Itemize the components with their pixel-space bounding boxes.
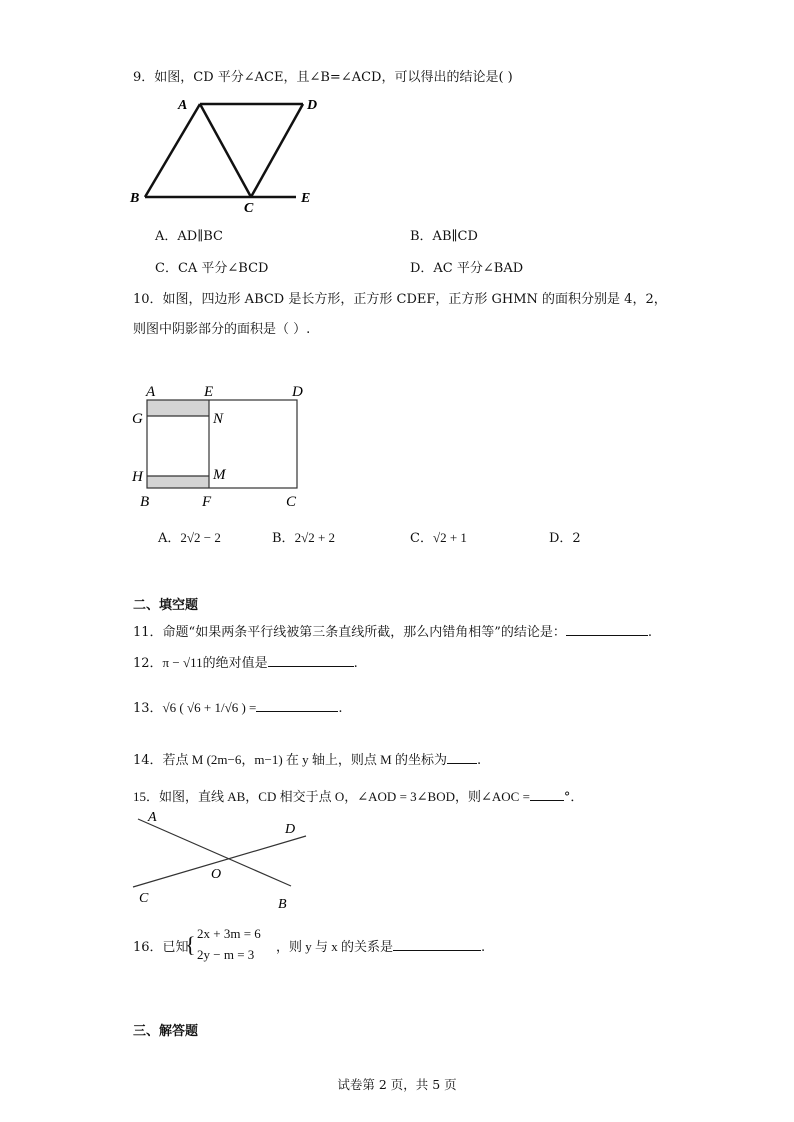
q10-label-f: F [202,494,212,510]
section-2-heading: 二、填空题 [133,598,199,613]
q9-label-c: C [244,201,254,216]
q9-figure [128,94,328,214]
q11-text: 11．命题“如果两条平行线被第三条直线所截，那么内错角相等”的结论是： [133,625,566,640]
q9-option-d[interactable]: D．AC 平分∠BAD [410,261,524,276]
q16-tail: ，则 y 与 x 的关系是 [276,939,394,954]
q15-label-a: A [148,810,157,825]
q10-label-e: E [204,384,214,400]
q14-answer-blank[interactable] [447,751,477,764]
q11-answer-blank[interactable] [566,623,648,636]
q15-text: 15．如图，直线 AB，CD 相交于点 O，∠AOD = 3∠BOD，则∠AOC = [133,789,530,804]
q10-option-a-label: A． [158,531,181,546]
q16-eq2: 2y − m = 3 [197,947,255,962]
q10-option-b-label: B． [272,531,295,546]
q10-stem-line1: 10．如图，四边形 ABCD 是长方形，正方形 CDEF，正方形 GHMN 的面积分别是 4，2， [133,292,667,307]
q10-label-g: G [132,411,143,427]
q9-line-ac [200,104,251,197]
q9-option-b[interactable]: B．AB∥CD [410,229,478,244]
q10-option-c-label: C． [410,531,433,546]
q10-label-h: H [132,469,143,485]
q10-option-a-expr: 2√2 − 2 [180,530,221,545]
q10-shade-top [147,400,209,416]
q14: 14．若点 M (2m−6，m−1) 在 y 轴上，则点 M 的坐标为 . [133,752,482,768]
q12-num: 12． [133,656,163,671]
q15-label-d: D [285,822,296,837]
q16-answer-blank[interactable] [393,938,481,951]
q13-expr: √6 ( √6 + 1/√6 ) = [162,700,257,715]
q14-text: 若点 M (2m−6，m−1) 在 y 轴上，则点 M 的坐标为 [162,752,447,767]
page-footer: 试卷第 2 页，共 5 页 [337,1077,457,1092]
q10-option-a[interactable] [158,527,221,546]
q10-label-b: B [140,494,150,510]
q15-label-b: B [278,897,287,912]
q12-tail: 的绝对值是 [202,656,268,671]
q9-label-b: B [130,191,140,206]
q16-brace: { [185,932,196,957]
q13-num: 13． [133,701,163,716]
q15-figure [128,808,328,912]
q10-option-d[interactable]: D．2 [549,531,581,546]
q10-label-d: D [292,384,303,400]
q9-option-a[interactable]: A．AD∥BC [155,229,223,244]
q14-num: 14． [133,753,163,768]
q9-option-c[interactable]: C．CA 平分∠BCD [155,261,269,276]
q10-option-b-expr: 2√2 + 2 [294,530,336,545]
q10-figure [130,380,330,510]
q12: 12．π − √11的绝对值是 . [133,655,358,671]
q13: 13．√6 ( √6 + 1/√6 ) = . [133,700,343,716]
q9-line-dc [251,104,303,197]
q9-line-ab [145,104,200,197]
q10-label-a: A [146,384,156,400]
q10-label-n: N [213,411,224,427]
q15-answer-blank[interactable] [530,788,564,801]
q13-answer-blank[interactable] [256,699,338,712]
q10-option-b[interactable] [272,527,335,546]
q10-label-c: C [286,494,297,510]
q16-tail-wrap: ，则 y 与 x 的关系是 . [276,939,486,955]
q12-expr: π − √11 [162,655,203,670]
section-3-heading: 三、解答题 [133,1024,199,1039]
q15-label-o: O [211,867,222,882]
q10-stem-line2: 则图中阴影部分的面积是（ ）. [133,322,311,337]
q9-stem: 9．如图，CD 平分∠ACE，且∠B=∠ACD，可以得出的结论是( ) [133,70,513,85]
q9-label-a: A [178,98,188,113]
q15 [133,786,583,805]
q10-option-c[interactable] [410,527,467,546]
q16-eq1: 2x + 3m = 6 [197,926,261,941]
q10-option-c-expr: √2 + 1 [432,530,467,545]
q12-answer-blank[interactable] [268,654,354,667]
q15-label-c: C [139,891,149,906]
q10-shade-bottom [147,476,209,488]
q10-label-m: M [213,467,226,483]
q16-num: 16．已知 [133,940,189,955]
q15-degree: °． [563,790,584,805]
q11: 11．命题“如果两条平行线被第三条直线所截，那么内错角相等”的结论是： . [133,625,652,640]
q9-label-e: E [301,191,311,206]
q9-label-d: D [307,98,318,113]
